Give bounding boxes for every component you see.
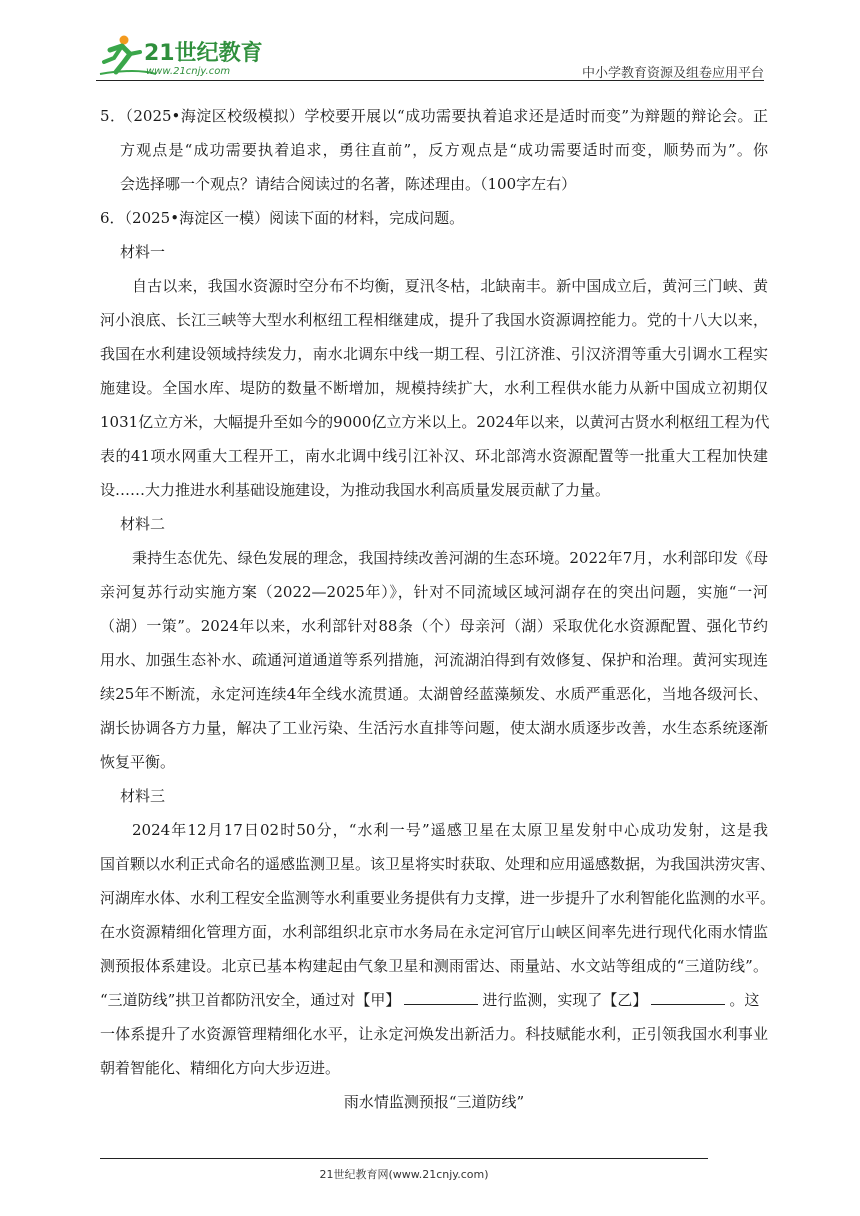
material-2-line: 用水、加强生态补水、疏通河道通道等系列措施，河流湖泊得到有效修复、保护和治理。黄河实现连 — [100, 651, 768, 669]
material-1-title: 材料一 — [120, 243, 166, 261]
material-3-line: 朝着智能化、精细化方向大步迈进。 — [100, 1059, 341, 1077]
blank-jia[interactable] — [404, 990, 478, 1005]
material-1-line: 1031亿立方米，大幅提升至如今的9000亿立方米以上。2024年以来，以黄河古贤水利枢纽工程为代 — [100, 413, 770, 431]
material-3-line: 2024年12月17日02时50分，“水利一号”遥感卫星在太原卫星发射中心成功发射，这是我 — [132, 821, 768, 839]
material-1-line: 表的41项水网重大工程开工，南水北调中线引江补汉、环北部湾水资源配置等一批重大工程加快建 — [100, 447, 768, 465]
material-2-line: 恢复平衡。 — [100, 753, 176, 771]
material-2-line: （湖）一策”。2024年以来，水利部针对88条（个）母亲河（湖）采取优化水资源配置、强化节约 — [100, 617, 768, 635]
material-3-line: 河湖库水体、水利工程安全监测等水利重要业务提供有力支撑，进一步提升了水利智能化监测的水平。 — [100, 889, 776, 907]
svg-text:www.21cnjy.com: www.21cnjy.com — [146, 66, 231, 77]
blank-yi[interactable] — [651, 990, 725, 1005]
figure-caption: 雨水情监测预报“三道防线” — [343, 1093, 525, 1111]
material-2-title: 材料二 — [120, 515, 166, 533]
material-1-line: 自古以来，我国水资源时空分布不均衡，夏汛冬枯，北缺南丰。新中国成立后，黄河三门峡、黄 — [132, 277, 768, 295]
material-2-line: 湖长协调各方力量，解决了工业污染、生活污水直排等问题，使太湖水质逐步改善，水生态系统逐渐 — [100, 719, 768, 737]
material-1-line: 河小浪底、长江三峡等大型水利枢纽工程相继建成，提升了我国水资源调控能力。党的十八大以来， — [100, 311, 768, 329]
page-footer: 21世纪教育网(www.21cnjy.com) — [319, 1168, 489, 1181]
question-5-line-2: 方观点是“成功需要执着追求，勇往直前”，反方观点是“成功需要适时而变，顺势而为”。你 — [120, 141, 768, 159]
question-6-prompt: 6．（2025•海淀区一模）阅读下面的材料，完成问题。 — [100, 209, 465, 227]
material-2-line: 亲河复苏行动实施方案（2022—2025年）》，针对不同流域区域河湖存在的突出问题，实施“一河 — [100, 583, 768, 601]
material-1-line: 施建设。全国水库、堤防的数量不断增加，规模持续扩大，水利工程供水能力从新中国成立初期仅 — [100, 379, 768, 397]
material-3-line: 测预报体系建设。北京已基本构建起由气象卫星和测雨雷达、雨量站、水文站等组成的“三道防线”。 — [100, 957, 768, 975]
material-3-line: 一体系提升了水资源管理精细化水平，让永定河焕发出新活力。科技赋能水利，正引领我国水利事业 — [100, 1025, 768, 1043]
material-1-line: 设……大力推进水利基础设施建设，为推动我国水利高质量发展贡献了力量。 — [100, 481, 611, 499]
material-3-line: 国首颗以水利正式命名的遥感监测卫星。该卫星将实时获取、处理和应用遥感数据，为我国洪涝灾害、 — [100, 855, 776, 873]
material-3-line: 在水资源精细化管理方面，水利部组织北京市水务局在永定河官厅山峡区间率先进行现代化雨水情监 — [100, 923, 768, 941]
footer-divider — [100, 1158, 708, 1159]
page-header — [96, 32, 764, 82]
header-divider — [96, 80, 764, 81]
site-logo — [96, 32, 266, 78]
material-1-line: 我国在水利建设领域持续发力，南水北调东中线一期工程、引江济淮、引汉济渭等重大引调水工程实 — [100, 345, 768, 363]
question-5-line-3: 会选择哪一个观点？请结合阅读过的名著，陈述理由。（100字左右） — [120, 175, 577, 193]
fill-in-blank-line: “三道防线”拱卫首都防汛安全，通过对【甲】 进行监测，实现了【乙】 。这 — [100, 991, 760, 1009]
question-5-line-1: 5．（2025•海淀区校级模拟）学校要开展以“成功需要执着追求还是适时而变”为辩题的辩论会。正 — [100, 107, 768, 125]
material-2-line: 秉持生态优先、绿色发展的理念，我国持续改善河湖的生态环境。2022年7月，水利部印发《母 — [132, 549, 768, 567]
svg-text:21世纪教育: 21世纪教育 — [144, 41, 263, 66]
platform-name: 中小学教育资源及组卷应用平台 — [581, 66, 764, 81]
material-3-title: 材料三 — [120, 787, 166, 805]
material-2-line: 续25年不断流，永定河连续4年全线水流贯通。太湖曾经蓝藻频发、水质严重恶化，当地各级河长、 — [100, 685, 768, 703]
